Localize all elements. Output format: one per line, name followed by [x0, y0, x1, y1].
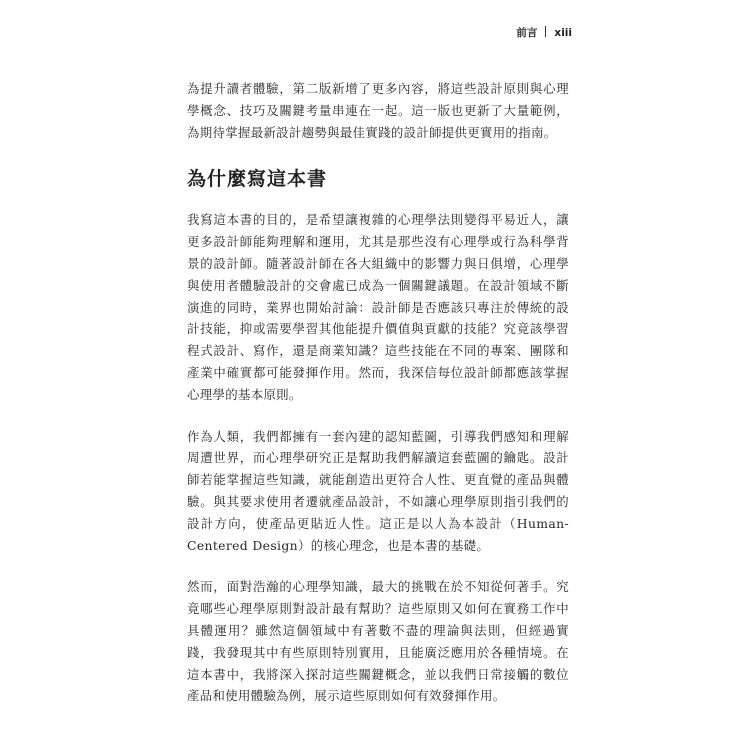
running-head-separator: [545, 26, 546, 37]
running-head: [516, 25, 572, 40]
body-paragraph-1: 我寫這本書的目的，是希望讓複雜的心理學法則變得平易近人，讓更多設計師能夠理解和運用，尤其是那些沒有心理學或行為科學背景的設計師。隨著設計師在各大組織中的影響力與日俱增，心理學與使用者體驗設計的交會處已成為一個關鍵議題。在設計領域不斷演進的同時，業界也開始討論：設計師是否應該只專注於傳統的設計技能，抑或需要學習其他能提升價值與貢獻的技能？究竟該學習程式設計、寫作，還是商業知識？這些技能在不同的專案、團隊和產業中確實都可能發揮作用。然而，我深信每位設計師都應該掌握心理學的基本原則。: [187, 212, 569, 402]
body-paragraph-2: 作為人類，我們都擁有一套內建的認知藍圖，引導我們感知和理解周遭世界，而心理學研究正是幫助我們解讀這套藍圖的鑰匙。設計師若能掌握這些知識，就能創造出更符合人性、更直覺的產品與體驗。與其要求使用者遷就產品設計，不如讓心理學原則指引我們的設計方向，使產品更貼近人性。這正是以人為本設計（Human-Centered Design）的核心理念，也是本書的基礎。: [187, 428, 569, 553]
running-head-title: 前言: [516, 27, 538, 39]
page-number: xiii: [554, 27, 572, 39]
section-heading: 為什麼寫這本書: [187, 168, 328, 191]
body-paragraph-3: 然而，面對浩瀚的心理學知識，最大的挑戰在於不知從何著手。究竟哪些心理學原則對設計最有幫助？這些原則又如何在實務工作中具體運用？雖然這個領域中有著數不盡的理論與法則，但經過實踐，我發現其中有些原則特別實用，且能廣泛應用於各種情境。在這本書中，我將深入探討這些關鍵概念，並以我們日常接觸的數位產品和使用體驗為例，展示這些原則如何有效發揮作用。: [187, 579, 569, 704]
intro-paragraph: 為提升讀者體驗，第二版新增了更多內容，將這些設計原則與心理學概念、技巧及關鍵考量串連在一起。這一版也更新了大量範例，為期待掌握最新設計趨勢與最佳實踐的設計師提供更實用的指南。: [187, 81, 569, 140]
page-body: [187, 78, 569, 707]
